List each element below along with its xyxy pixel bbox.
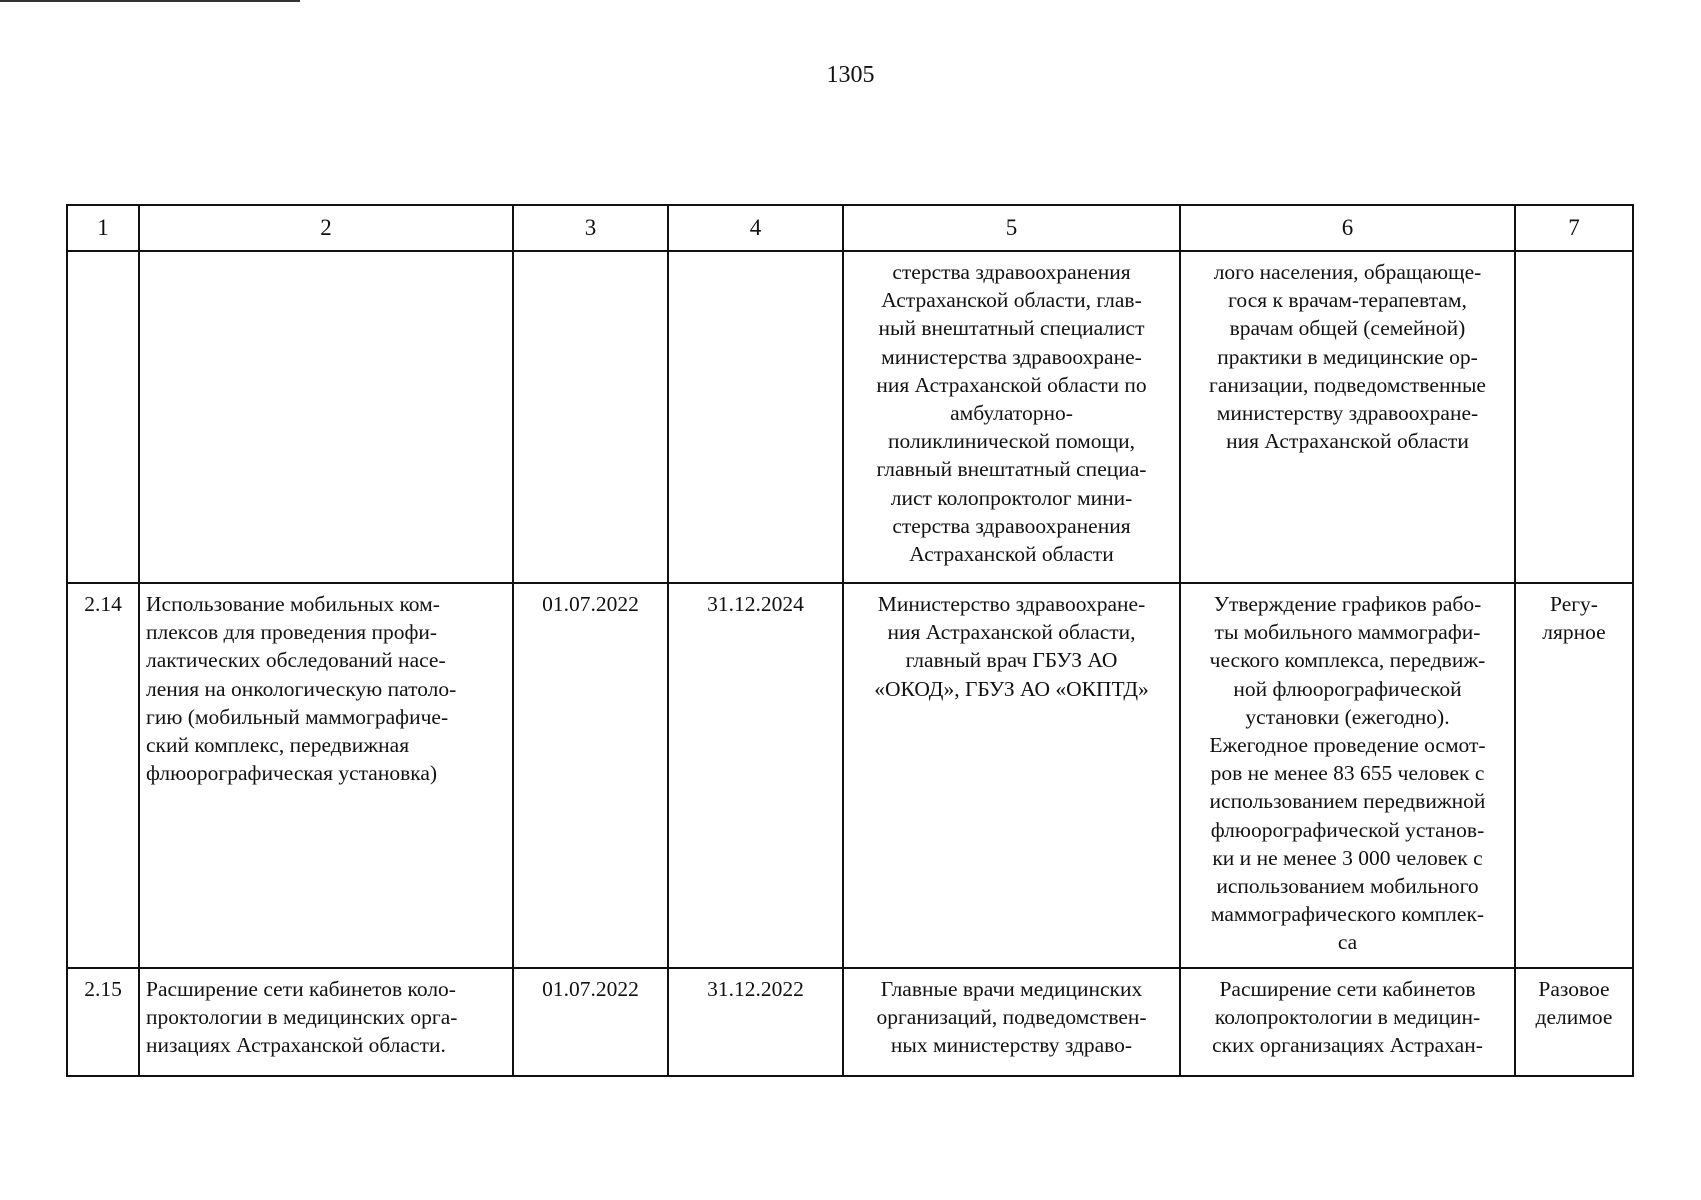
cell-responsible: Министерство здравоохране- ния Астраханской области, главный врач ГБУЗ АО «ОКОД», ГБУЗ АО «ОКПТД»	[843, 583, 1180, 968]
cell-result: Утверждение графиков рабо- ты мобильного маммографи- ческого комплекса, передвиж- ной флюорографической установки (ежегодно). Ежегодное проведение осмот- ров не менее 83 655 человек с использованием передвижной флюорографической установ- ки и не менее 3 000 человек с использованием мобильного маммографического комплек- са	[1180, 583, 1515, 968]
column-header-7: 7	[1515, 205, 1633, 251]
top-rule	[0, 0, 300, 2]
cell-measure-name: Расширение сети кабинетов коло- проктологии в медицинских орга- низациях Астраханской области.	[139, 968, 513, 1076]
cell-measure-name: Использование мобильных ком- плексов для проведения профи- лактических обследований насе- ления на онкологическую патоло- гию (мобильный маммографиче- ский комплекс, передвижная флюорографическая установка)	[139, 583, 513, 968]
measures-table	[66, 204, 1634, 1077]
cell-end-date	[668, 251, 843, 583]
table-header-row	[67, 205, 1633, 251]
cell-start-date	[513, 251, 668, 583]
cell-result: лого населения, обращающе- гося к врачам-терапевтам, врачам общей (семейной) практики в медицинские ор- ганизации, подведомственные министерству здравоохране- ния Астраханской области	[1180, 251, 1515, 583]
cell-number	[67, 251, 139, 583]
cell-end-date: 31.12.2022	[668, 968, 843, 1076]
cell-result: Расширение сети кабинетов колопроктологии в медицин- ских организациях Астрахан-	[1180, 968, 1515, 1076]
page-number: 1305	[826, 62, 875, 88]
cell-number: 2.15	[67, 968, 139, 1076]
cell-start-date: 01.07.2022	[513, 583, 668, 968]
cell-type: Разовое делимое	[1515, 968, 1633, 1076]
column-header-5: 5	[843, 205, 1180, 251]
column-header-3: 3	[513, 205, 668, 251]
cell-number: 2.14	[67, 583, 139, 968]
column-header-4: 4	[668, 205, 843, 251]
column-header-2: 2	[139, 205, 513, 251]
cell-type	[1515, 251, 1633, 583]
cell-responsible: Главные врачи медицинских организаций, подведомствен- ных министерству здраво-	[843, 968, 1180, 1076]
table-row-2-15	[67, 968, 1633, 1076]
column-header-1: 1	[67, 205, 139, 251]
cell-start-date: 01.07.2022	[513, 968, 668, 1076]
cell-measure-name	[139, 251, 513, 583]
cell-end-date: 31.12.2024	[668, 583, 843, 968]
column-header-6: 6	[1180, 205, 1515, 251]
cell-type: Регу- лярное	[1515, 583, 1633, 968]
table-row-2-14	[67, 583, 1633, 968]
cell-responsible: стерства здравоохранения Астраханской области, глав- ный внештатный специалист министерства здравоохране- ния Астраханской области по амбулаторно- поликлинической помощи, главный внештатный специа- лист колопроктолог мини- стерства здравоохранения Астраханской области	[843, 251, 1180, 583]
table-row-continuation	[67, 251, 1633, 583]
